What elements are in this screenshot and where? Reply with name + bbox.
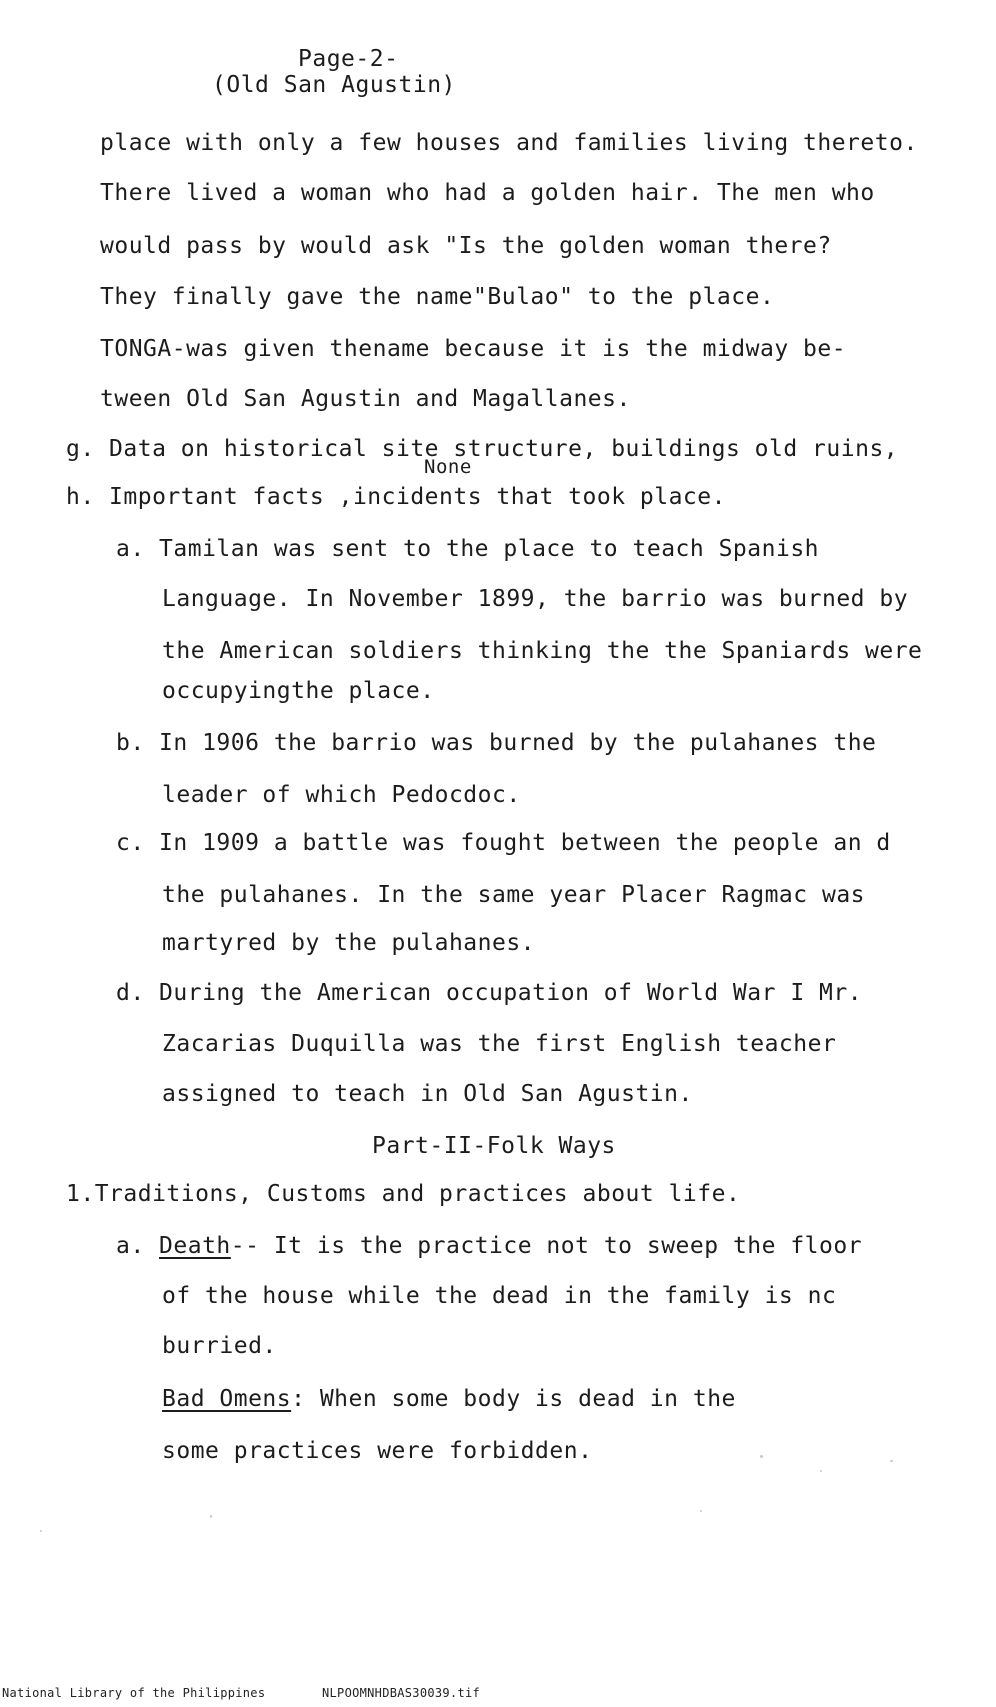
text-line: leader of which Pedocdoc. — [162, 782, 521, 808]
text-line: burried. — [162, 1333, 277, 1359]
section-heading: Part-II-Folk Ways — [372, 1133, 616, 1159]
text-line: Zacarias Duquilla was the first English teacher — [162, 1031, 837, 1057]
item-h: h. Important facts ,incidents that took place. — [66, 484, 726, 510]
death-line — [116, 1235, 862, 1258]
scan-speckle — [40, 1530, 42, 1532]
text-line: the pulahanes. In the same year Placer Ragmac was — [162, 882, 866, 908]
item-1: 1.Traditions, Customs and practices about life. — [66, 1181, 741, 1207]
text-line: occupyingthe place. — [162, 678, 435, 704]
footer-source: National Library of the Philippines — [2, 1686, 266, 1700]
bad-omens-line — [162, 1388, 736, 1411]
text-line: d. During the American occupation of World War I Mr. — [116, 980, 863, 1006]
death-rest: -- It is the practice not to sweep the floor — [230, 1233, 863, 1259]
death-prefix: a. — [116, 1233, 160, 1259]
item-g: g. Data on historical site structure, buildings old ruins, — [66, 436, 899, 462]
text-line: assigned to teach in Old San Agustin. — [162, 1081, 693, 1107]
text-line: TONGA-was given thename because it is the midway be- — [100, 336, 847, 362]
text-line: martyred by the pulahanes. — [162, 930, 536, 956]
text-line: a. Tamilan was sent to the place to teach Spanish — [116, 536, 820, 562]
scan-speckle — [210, 1515, 212, 1518]
text-line: b. In 1906 the barrio was burned by the pulahanes the — [116, 730, 877, 756]
scan-speckle — [820, 1470, 822, 1472]
scan-speckle — [700, 1510, 702, 1512]
text-line: They finally gave the name"Bulao" to the place. — [100, 284, 775, 310]
text-line: of the house while the dead in the family is nc — [162, 1283, 837, 1309]
footer-filename: NLPOOMNHDBAS30039.tif — [322, 1686, 481, 1700]
text-line: the American soldiers thinking the the Spaniards were — [162, 638, 923, 664]
page-number: Page-2- — [298, 46, 399, 72]
text-line: would pass by would ask "Is the golden woman there? — [100, 233, 832, 259]
text-line: c. In 1909 a battle was fought between the people an d — [116, 830, 891, 856]
item-g-answer: None — [424, 456, 472, 478]
bad-omens-rest: : When some body is dead in the — [291, 1386, 736, 1412]
text-line: tween Old San Agustin and Magallanes. — [100, 386, 631, 412]
scan-speckle — [760, 1455, 763, 1458]
text-line: place with only a few houses and families living thereto. — [100, 130, 918, 156]
scan-speckle — [890, 1460, 893, 1462]
document-title: (Old San Agustin) — [212, 72, 456, 98]
text-line: Language. In November 1899, the barrio was burned by — [162, 586, 909, 612]
bad-omens-label: Bad Omens — [162, 1386, 292, 1412]
text-line: There lived a woman who had a golden hair. The men who — [100, 180, 875, 206]
text-line: some practices were forbidden. — [162, 1438, 593, 1464]
death-label: Death — [159, 1233, 231, 1259]
